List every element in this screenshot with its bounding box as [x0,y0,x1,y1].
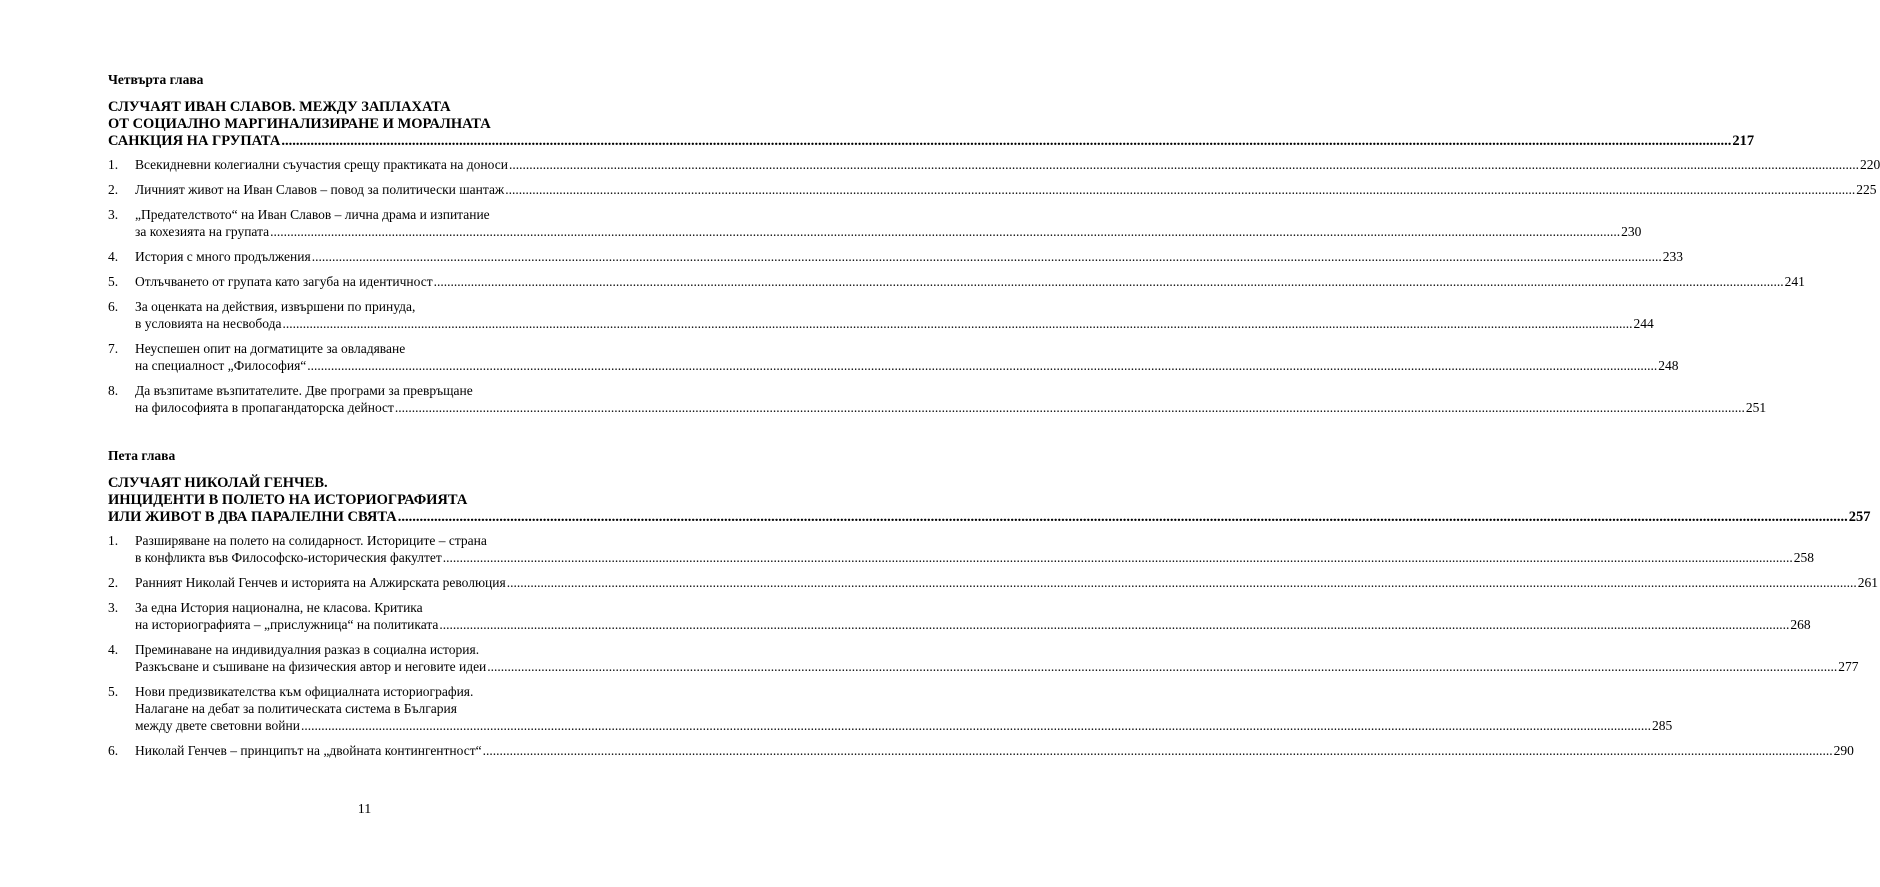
entry-last-text: за кохезията на групата [135,224,270,239]
chapter-title-last-leader-line [108,133,1755,150]
entry-body [135,273,1805,290]
entry-last-text: на специалност „Философия“ [135,358,307,373]
dot-leader: ................................................................................................................................................................................................................................................................................................................................................................................................................ [505,182,1856,197]
entry-line: „Предателството“ на Иван Славов – лична драма и изпитание [135,207,490,222]
chapter-title-line: ОТ СОЦИАЛНО МАРГИНАЛИЗИРАНЕ И МОРАЛНАТА [108,116,491,132]
page-number: 11 [357,802,372,817]
page-ref: 217 [1732,133,1755,149]
entry-last-leader-line [135,357,1679,374]
dot-leader: ................................................................................................................................................................................................................................................................................................................................................................................................................ [433,274,1784,289]
entry-last-text: Ранният Николай Генчев и историята на Алжирската революция [135,575,506,590]
entry-line: За оценката на действия, извършени по принуда, [135,299,416,314]
entry-line: Да възпитаме възпитателите. Две програми за превръщане [135,383,473,398]
dot-leader: ................................................................................................................................................................................................................................................................................................................................................................................................................ [282,316,1633,331]
toc-entry [108,156,1880,173]
toc-entry [108,641,1859,675]
page-ref: 225 [1856,182,1877,197]
chapter-title [108,99,1755,150]
chapter-title-last-leader-line [108,509,1871,526]
page-ref: 257 [1848,509,1871,525]
entry-last-leader-line [135,156,1880,173]
entry-body [135,156,1880,173]
entry-body [135,248,1683,265]
entry-last-text: на историографията – „прислужница“ на политиката [135,617,439,632]
entry-number: 3. [108,600,119,615]
entry-last-text: История с много продължения [135,249,311,264]
dot-leader: ................................................................................................................................................................................................................................................................................................................................................................................................................ [442,550,1793,565]
entry-number: 3. [108,207,119,222]
dot-leader: ................................................................................................................................................................................................................................................................................................................................................................................................................ [487,659,1838,674]
entry-body [135,206,1642,240]
entry-last-leader-line [135,181,1877,198]
entry-body [135,298,1654,332]
chapter-title [108,475,1871,526]
page-ref: 277 [1838,659,1859,674]
entry-body [135,382,1767,416]
toc-entry [108,599,1811,633]
entry-last-leader-line [135,223,1642,240]
toc-entry [108,340,1679,374]
chapter-title-line: СЛУЧАЯТ ИВАН СЛАВОВ. МЕЖДУ ЗАПЛАХАТА [108,99,451,115]
dot-leader: ................................................................................................................................................................................................................................................................................................................................................................................................................ [508,157,1859,172]
page-ref: 258 [1793,550,1815,565]
chapter-4 [108,72,1880,416]
toc-entry [108,273,1805,290]
entry-last-leader-line [135,549,1815,566]
entry-body [135,340,1679,374]
dot-leader: ................................................................................................................................................................................................................................................................................................................................................................................................................ [394,400,1745,415]
toc-entry [108,742,1854,759]
dot-leader: ................................................................................................................................................................................................................................................................................................................................................................................................................ [439,617,1790,632]
toc-entries [108,532,1878,759]
page-ref: 220 [1859,157,1880,172]
dot-leader: ................................................................................................................................................................................................................................................................................................................................................................................................................ [281,133,1732,149]
entry-number: 1. [108,533,119,548]
page-ref: 233 [1662,249,1683,264]
entry-body [135,574,1878,591]
page-ref: 285 [1651,718,1673,733]
entry-last-leader-line [135,574,1878,591]
entry-line: Нови предизвикателства към официалната историография. [135,684,474,699]
page-ref: 261 [1857,575,1878,590]
dot-leader: ................................................................................................................................................................................................................................................................................................................................................................................................................ [482,743,1833,758]
entry-last-leader-line [135,248,1683,265]
dot-leader: ................................................................................................................................................................................................................................................................................................................................................................................................................ [300,718,1651,733]
entry-last-text: Николай Генчев – принципът на „двойната контингентност“ [135,743,482,758]
entry-line: Преминаване на индивидуалния разказ в социална история. [135,642,480,657]
toc-entry [108,298,1654,332]
entry-body [135,641,1859,675]
toc-entry [108,181,1877,198]
entry-last-text: в конфликта във Философско-историческия факултет [135,550,442,565]
entry-number: 7. [108,341,119,356]
page-ref: 244 [1633,316,1654,331]
entry-last-text: Разкъсване и съшиване на физическия автор и неговите идеи [135,659,487,674]
entry-last-leader-line [135,273,1805,290]
page-ref: 268 [1790,617,1811,632]
dot-leader: ................................................................................................................................................................................................................................................................................................................................................................................................................ [506,575,1857,590]
dot-leader: ................................................................................................................................................................................................................................................................................................................................................................................................................ [397,509,1848,525]
entry-number: 6. [108,743,119,758]
chapter-title-line: СЛУЧАЯТ НИКОЛАЙ ГЕНЧЕВ. [108,475,328,491]
entry-last-leader-line [135,717,1673,734]
entry-line: Неуспешен опит на догматиците за овладяване [135,341,406,356]
entry-line: Налагане на дебат за политическата система в България [135,701,457,716]
chapter-label: Пета глава [108,448,176,463]
entry-last-leader-line [135,742,1854,759]
chapter-5 [108,448,1878,759]
entry-body [135,532,1815,566]
entry-last-leader-line [135,616,1811,633]
chapter-title-last-text: САНКЦИЯ НА ГРУПАТА [108,133,281,149]
entry-body [135,599,1811,633]
toc-entry [108,382,1767,416]
entry-last-text: между двете световни войни [135,718,300,733]
entry-last-leader-line [135,658,1859,675]
entry-line: За една История национална, не класова. Критика [135,600,423,615]
dot-leader: ................................................................................................................................................................................................................................................................................................................................................................................................................ [307,358,1658,373]
entry-number: 2. [108,575,119,590]
entry-body [135,181,1877,198]
entry-number: 1. [108,157,119,172]
entry-number: 2. [108,182,119,197]
entry-last-text: на философията в пропагандаторска дейност [135,400,394,415]
page-ref: 241 [1784,274,1805,289]
toc-entry [108,206,1642,240]
entry-number: 6. [108,299,119,314]
entry-last-leader-line [135,315,1654,332]
entry-last-text: Личният живот на Иван Славов – повод за политически шантаж [135,182,505,197]
toc-entry [108,532,1815,566]
entry-body [135,742,1854,759]
entry-last-text: Отлъчването от групата като загуба на идентичност [135,274,433,289]
toc-entry [108,683,1673,734]
dot-leader: ................................................................................................................................................................................................................................................................................................................................................................................................................ [270,224,1621,239]
chapter-title-last-text: ИЛИ ЖИВОТ В ДВА ПАРАЛЕЛНИ СВЯТА [108,509,397,525]
toc-entries [108,156,1880,416]
chapter-label: Четвърта глава [108,72,204,87]
dot-leader: ................................................................................................................................................................................................................................................................................................................................................................................................................ [311,249,1662,264]
entry-number: 5. [108,684,119,699]
page-ref: 230 [1621,224,1642,239]
page-ref: 248 [1658,358,1679,373]
toc-entry [108,574,1878,591]
entry-number: 8. [108,383,119,398]
page-ref: 251 [1745,400,1767,415]
entry-line: Разширяване на полето на солидарност. Историците – страна [135,533,487,548]
entry-number: 4. [108,249,119,264]
entry-number: 4. [108,642,119,657]
entry-last-text: Всекидневни колегиални съучастия срещу практиката на доноси [135,157,508,172]
table-of-contents [108,72,1880,767]
entry-last-text: в условията на несвобода [135,316,282,331]
page-ref: 290 [1833,743,1854,758]
toc-entry [108,248,1683,265]
entry-body [135,683,1673,734]
chapter-title-line: ИНЦИДЕНТИ В ПОЛЕТО НА ИСТОРИОГРАФИЯТА [108,492,468,508]
entry-number: 5. [108,274,119,289]
entry-last-leader-line [135,399,1767,416]
